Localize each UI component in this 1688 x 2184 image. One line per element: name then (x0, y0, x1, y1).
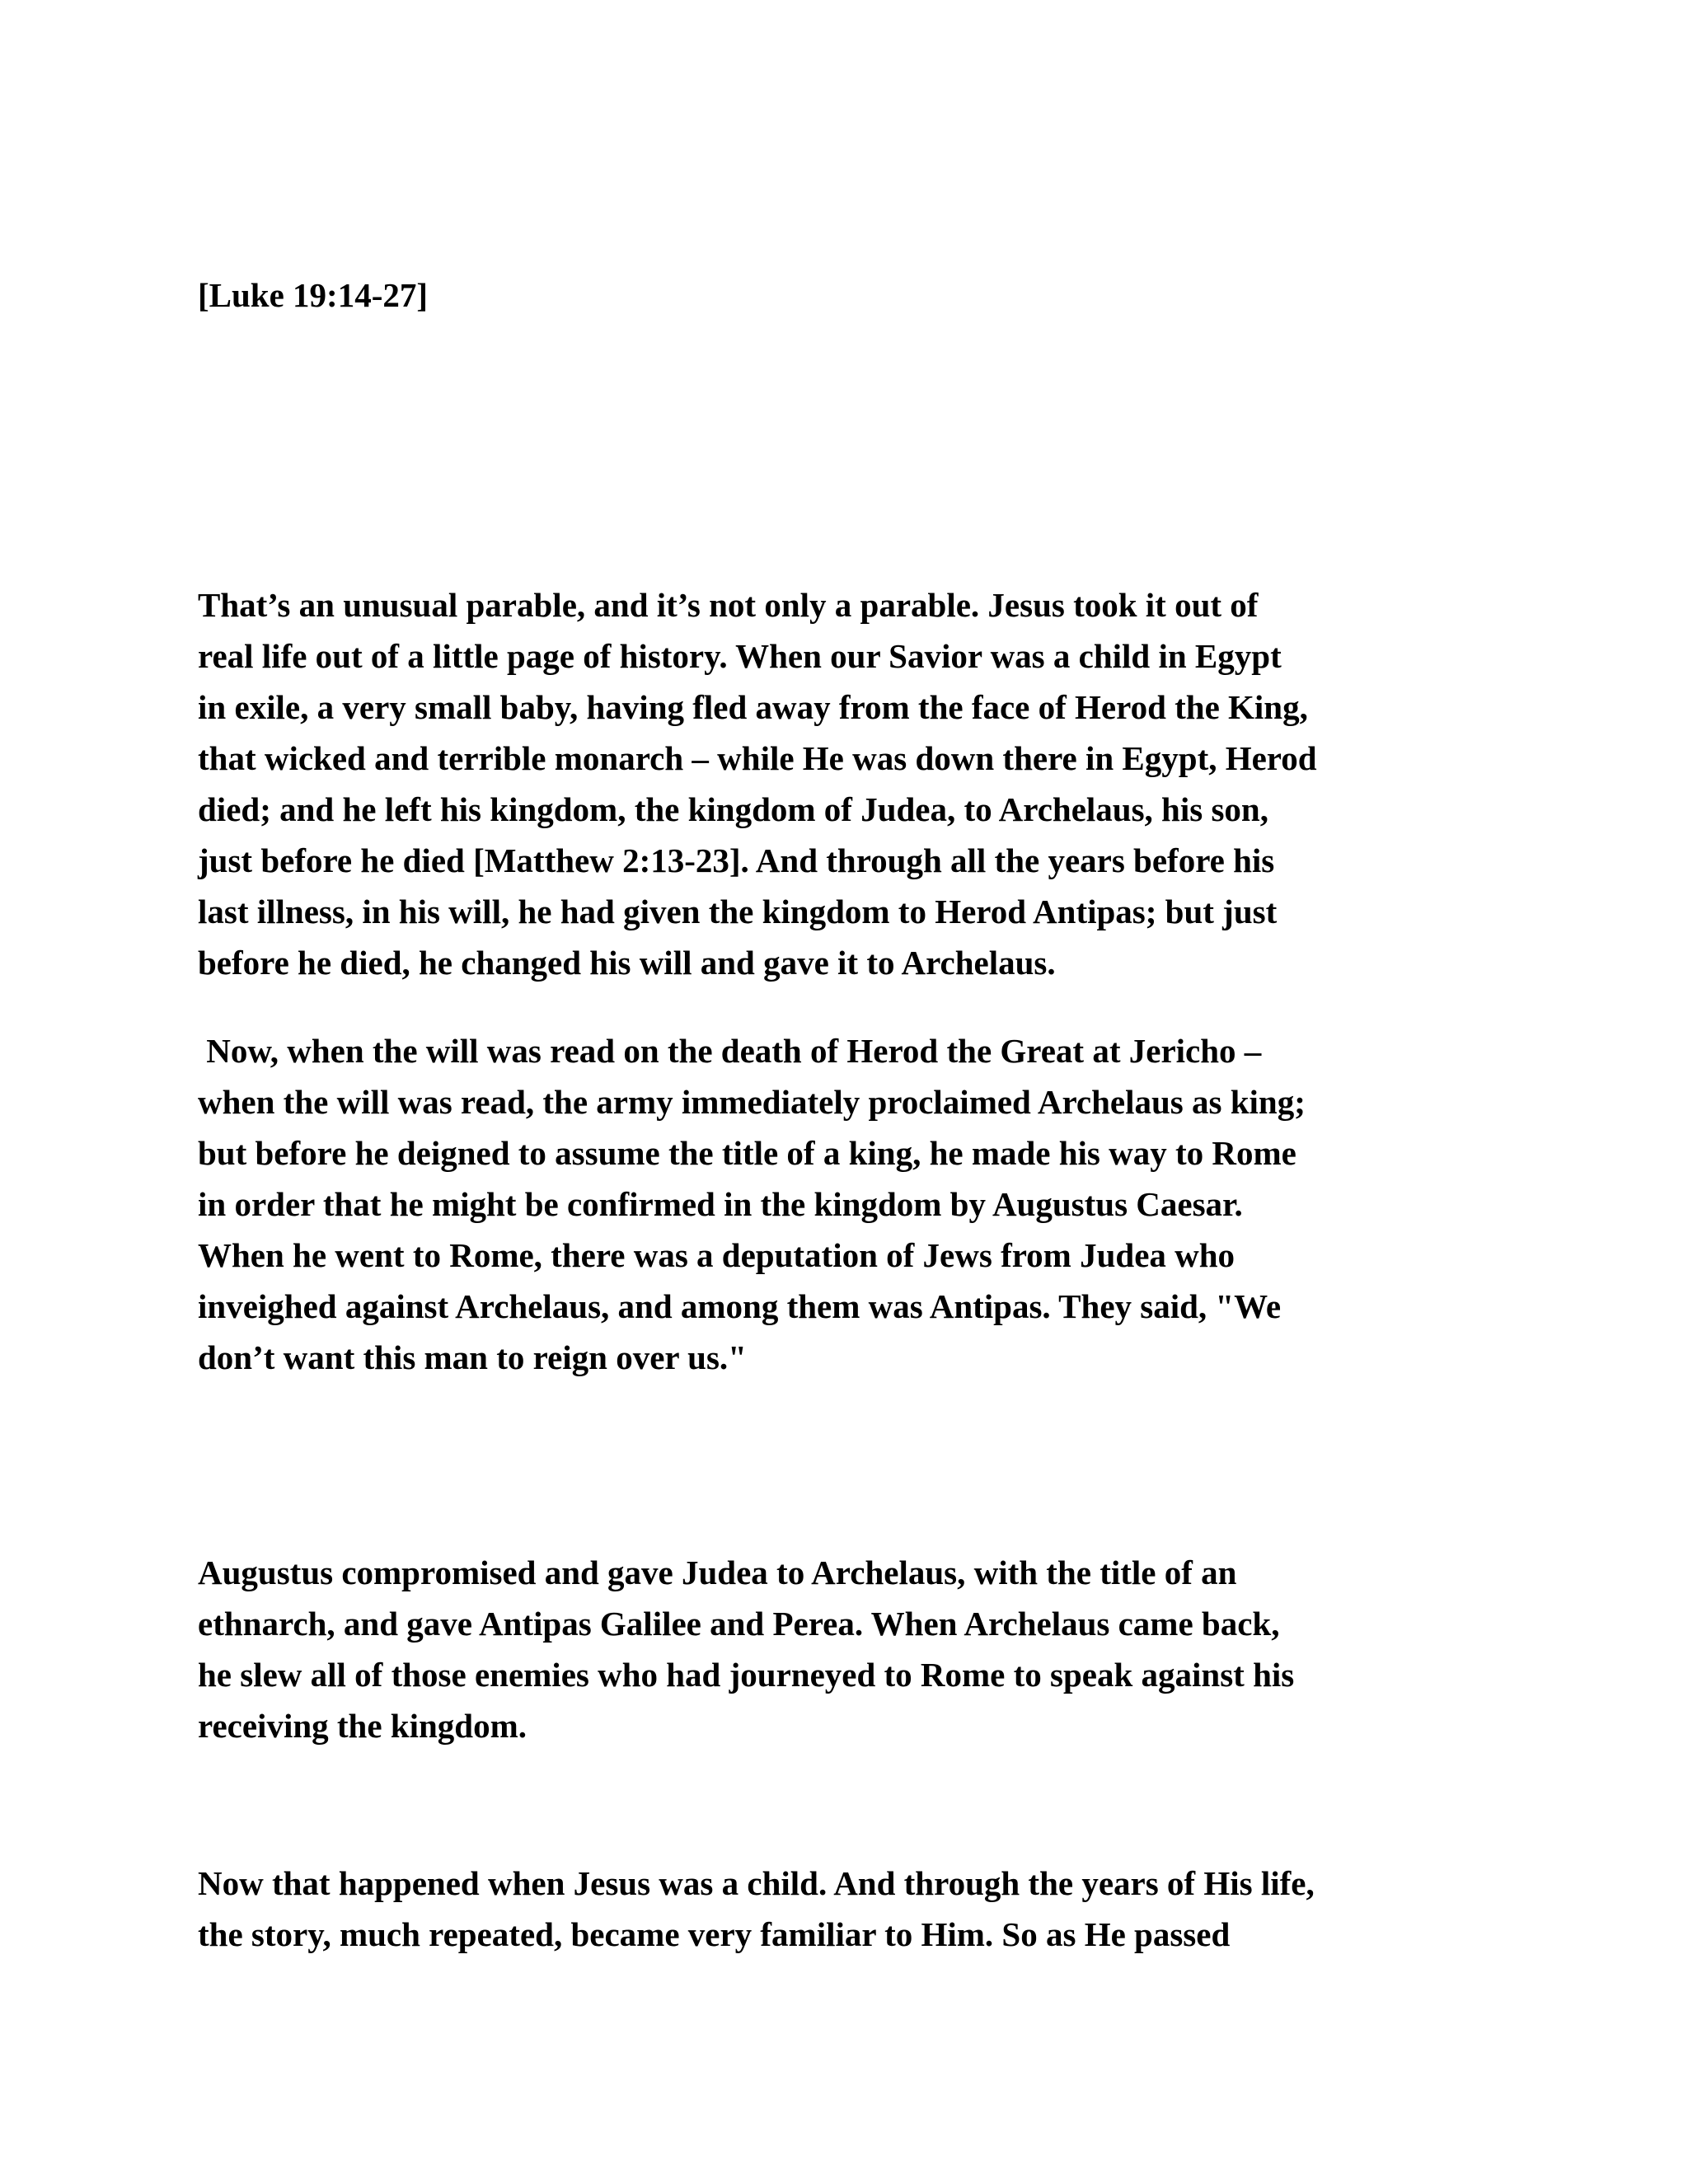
paragraph-line: inveighed against Archelaus, and among them was Antipas. They said, "We (198, 1287, 1282, 1325)
paragraph-line: when the will was read, the army immediately proclaimed Archelaus as king; (198, 1083, 1306, 1121)
paragraph-line: Now, when the will was read on the death of Herod the Great at Jericho – (198, 1032, 1262, 1070)
paragraph-line: in order that he might be confirmed in the kingdom by Augustus Caesar. (198, 1185, 1243, 1223)
paragraph-2 (198, 1025, 1517, 1383)
paragraph-4 (198, 1858, 1517, 1960)
paragraph-3 (198, 1547, 1517, 1751)
paragraph-1 (198, 579, 1517, 988)
scripture-reference (198, 269, 1517, 321)
paragraph-line: before he died, he changed his will and gave it to Archelaus. (198, 944, 1056, 982)
paragraph-line: Now that happened when Jesus was a child. And through the years of His life, (198, 1864, 1315, 1902)
paragraph-line: just before he died [Matthew 2:13-23]. And through all the years before his (198, 841, 1275, 879)
paragraph-line: he slew all of those enemies who had journeyed to Rome to speak against his (198, 1656, 1295, 1694)
paragraph-line: in exile, a very small baby, having fled away from the face of Herod the King, (198, 688, 1308, 726)
paragraph-line: but before he deigned to assume the title of a king, he made his way to Rome (198, 1134, 1296, 1172)
paragraph-line: last illness, in his will, he had given the kingdom to Herod Antipas; but just (198, 893, 1278, 930)
paragraph-line: don’t want this man to reign over us." (198, 1338, 747, 1376)
paragraph-line: When he went to Rome, there was a deputation of Jews from Judea who (198, 1236, 1236, 1274)
paragraph-line: Augustus compromised and gave Judea to Archelaus, with the title of an (198, 1554, 1237, 1591)
paragraph-line: the story, much repeated, became very familiar to Him. So as He passed (198, 1915, 1231, 1953)
paragraph-line: real life out of a little page of history. When our Savior was a child in Egypt (198, 637, 1282, 675)
paragraph-line: died; and he left his kingdom, the kingdom of Judea, to Archelaus, his son, (198, 790, 1268, 828)
paragraph-line: That’s an unusual parable, and it’s not only a parable. Jesus took it out of (198, 586, 1259, 624)
paragraph-line: receiving the kingdom. (198, 1707, 527, 1745)
paragraph-line: that wicked and terrible monarch – while He was down there in Egypt, Herod (198, 739, 1317, 777)
paragraph-line: ethnarch, and gave Antipas Galilee and Perea. When Archelaus came back, (198, 1605, 1280, 1643)
reference-line: [Luke 19:14-27] (198, 276, 429, 314)
